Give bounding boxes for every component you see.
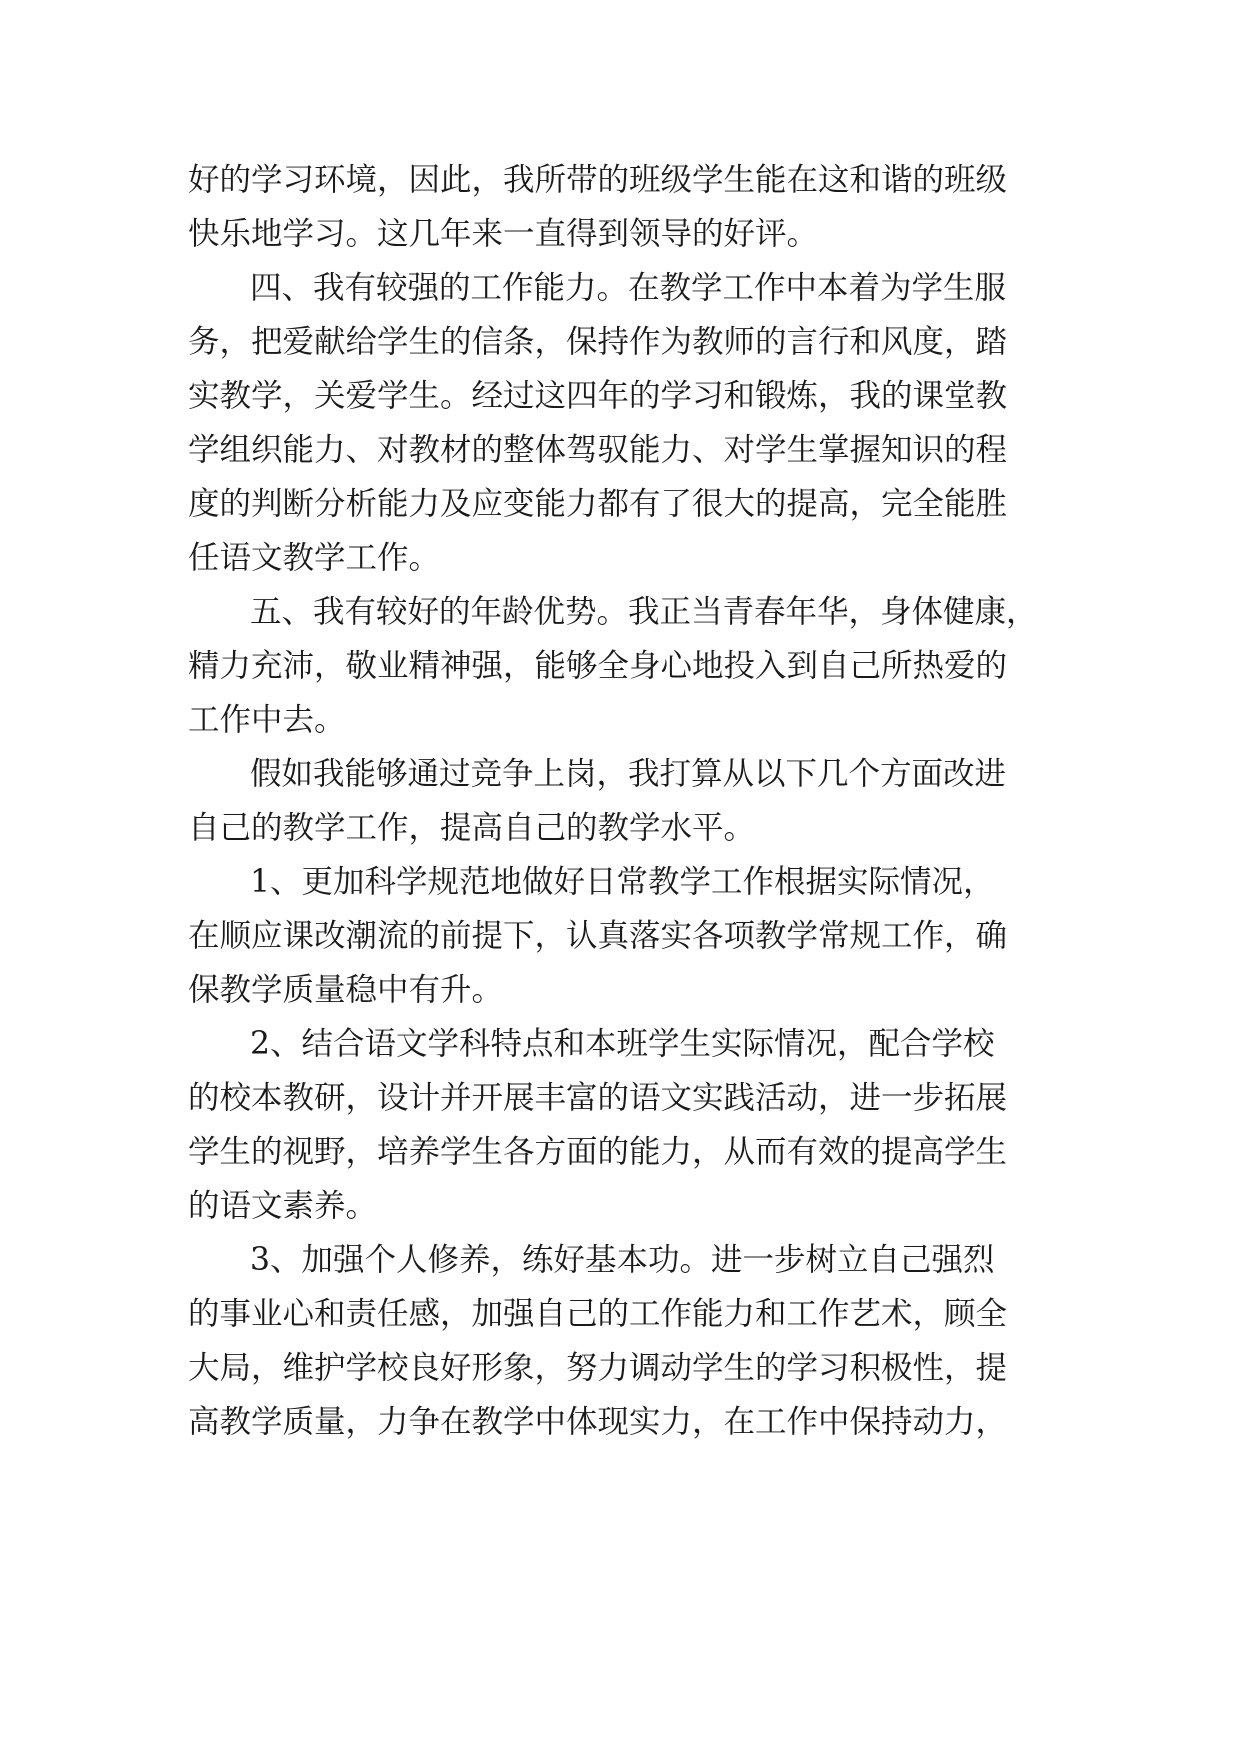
text-line: 工作中去。 xyxy=(188,702,346,738)
text-line: 度的判断分析能力及应变能力都有了很大的提高，完全能胜 xyxy=(188,486,1008,522)
paragraph-first-line: 假如我能够通过竞争上岗，我打算从以下几个方面改进 xyxy=(250,756,1007,792)
text-line: 精力充沛，敬业精神强，能够全身心地投入到自己所热爱的 xyxy=(188,648,1008,684)
text-line: 在顺应课改潮流的前提下，认真落实各项教学常规工作，确 xyxy=(188,918,1008,954)
text-line: 保教学质量稳中有升。 xyxy=(188,972,504,1008)
text-line: 快乐地学习。这几年来一直得到领导的好评。 xyxy=(188,216,819,252)
paragraph-first-line: 五、我有较好的年龄优势。我正当青春年华，身体健康， xyxy=(250,594,1038,630)
text-line: 的校本教研，设计并开展丰富的语文实践活动，进一步拓展 xyxy=(188,1080,1008,1116)
text-line: 大局，维护学校良好形象，努力调动学生的学习积极性，提 xyxy=(188,1350,1008,1386)
paragraph-first-line: 四、我有较强的工作能力。在教学工作中本着为学生服 xyxy=(250,270,1007,306)
text-line: 学组织能力、对教材的整体驾驭能力、对学生掌握知识的程 xyxy=(188,432,1008,468)
paragraph-first-line: 3、加强个人修养，练好基本功。进一步树立自己强烈 xyxy=(250,1242,995,1278)
text-line: 好的学习环境，因此，我所带的班级学生能在这和谐的班级 xyxy=(188,162,1008,198)
text-line: 务，把爱献给学生的信条，保持作为教师的言行和风度，踏 xyxy=(188,324,1008,360)
text-line: 任语文教学工作。 xyxy=(188,540,441,576)
text-line: 自己的教学工作，提高自己的教学水平。 xyxy=(188,810,756,846)
text-line: 学生的视野，培养学生各方面的能力，从而有效的提高学生 xyxy=(188,1134,1008,1170)
text-line: 高教学质量，力争在教学中体现实力，在工作中保持动力， xyxy=(188,1404,1008,1440)
text-line: 的事业心和责任感，加强自己的工作能力和工作艺术，顾全 xyxy=(188,1296,1008,1332)
text-line: 的语文素养。 xyxy=(188,1188,378,1224)
paragraph-first-line: 1、更加科学规范地做好日常教学工作根据实际情况， xyxy=(250,864,995,900)
paragraph-first-line: 2、结合语文学科特点和本班学生实际情况，配合学校 xyxy=(250,1026,995,1062)
text-line: 实教学，关爱学生。经过这四年的学习和锻炼，我的课堂教 xyxy=(188,378,1008,414)
